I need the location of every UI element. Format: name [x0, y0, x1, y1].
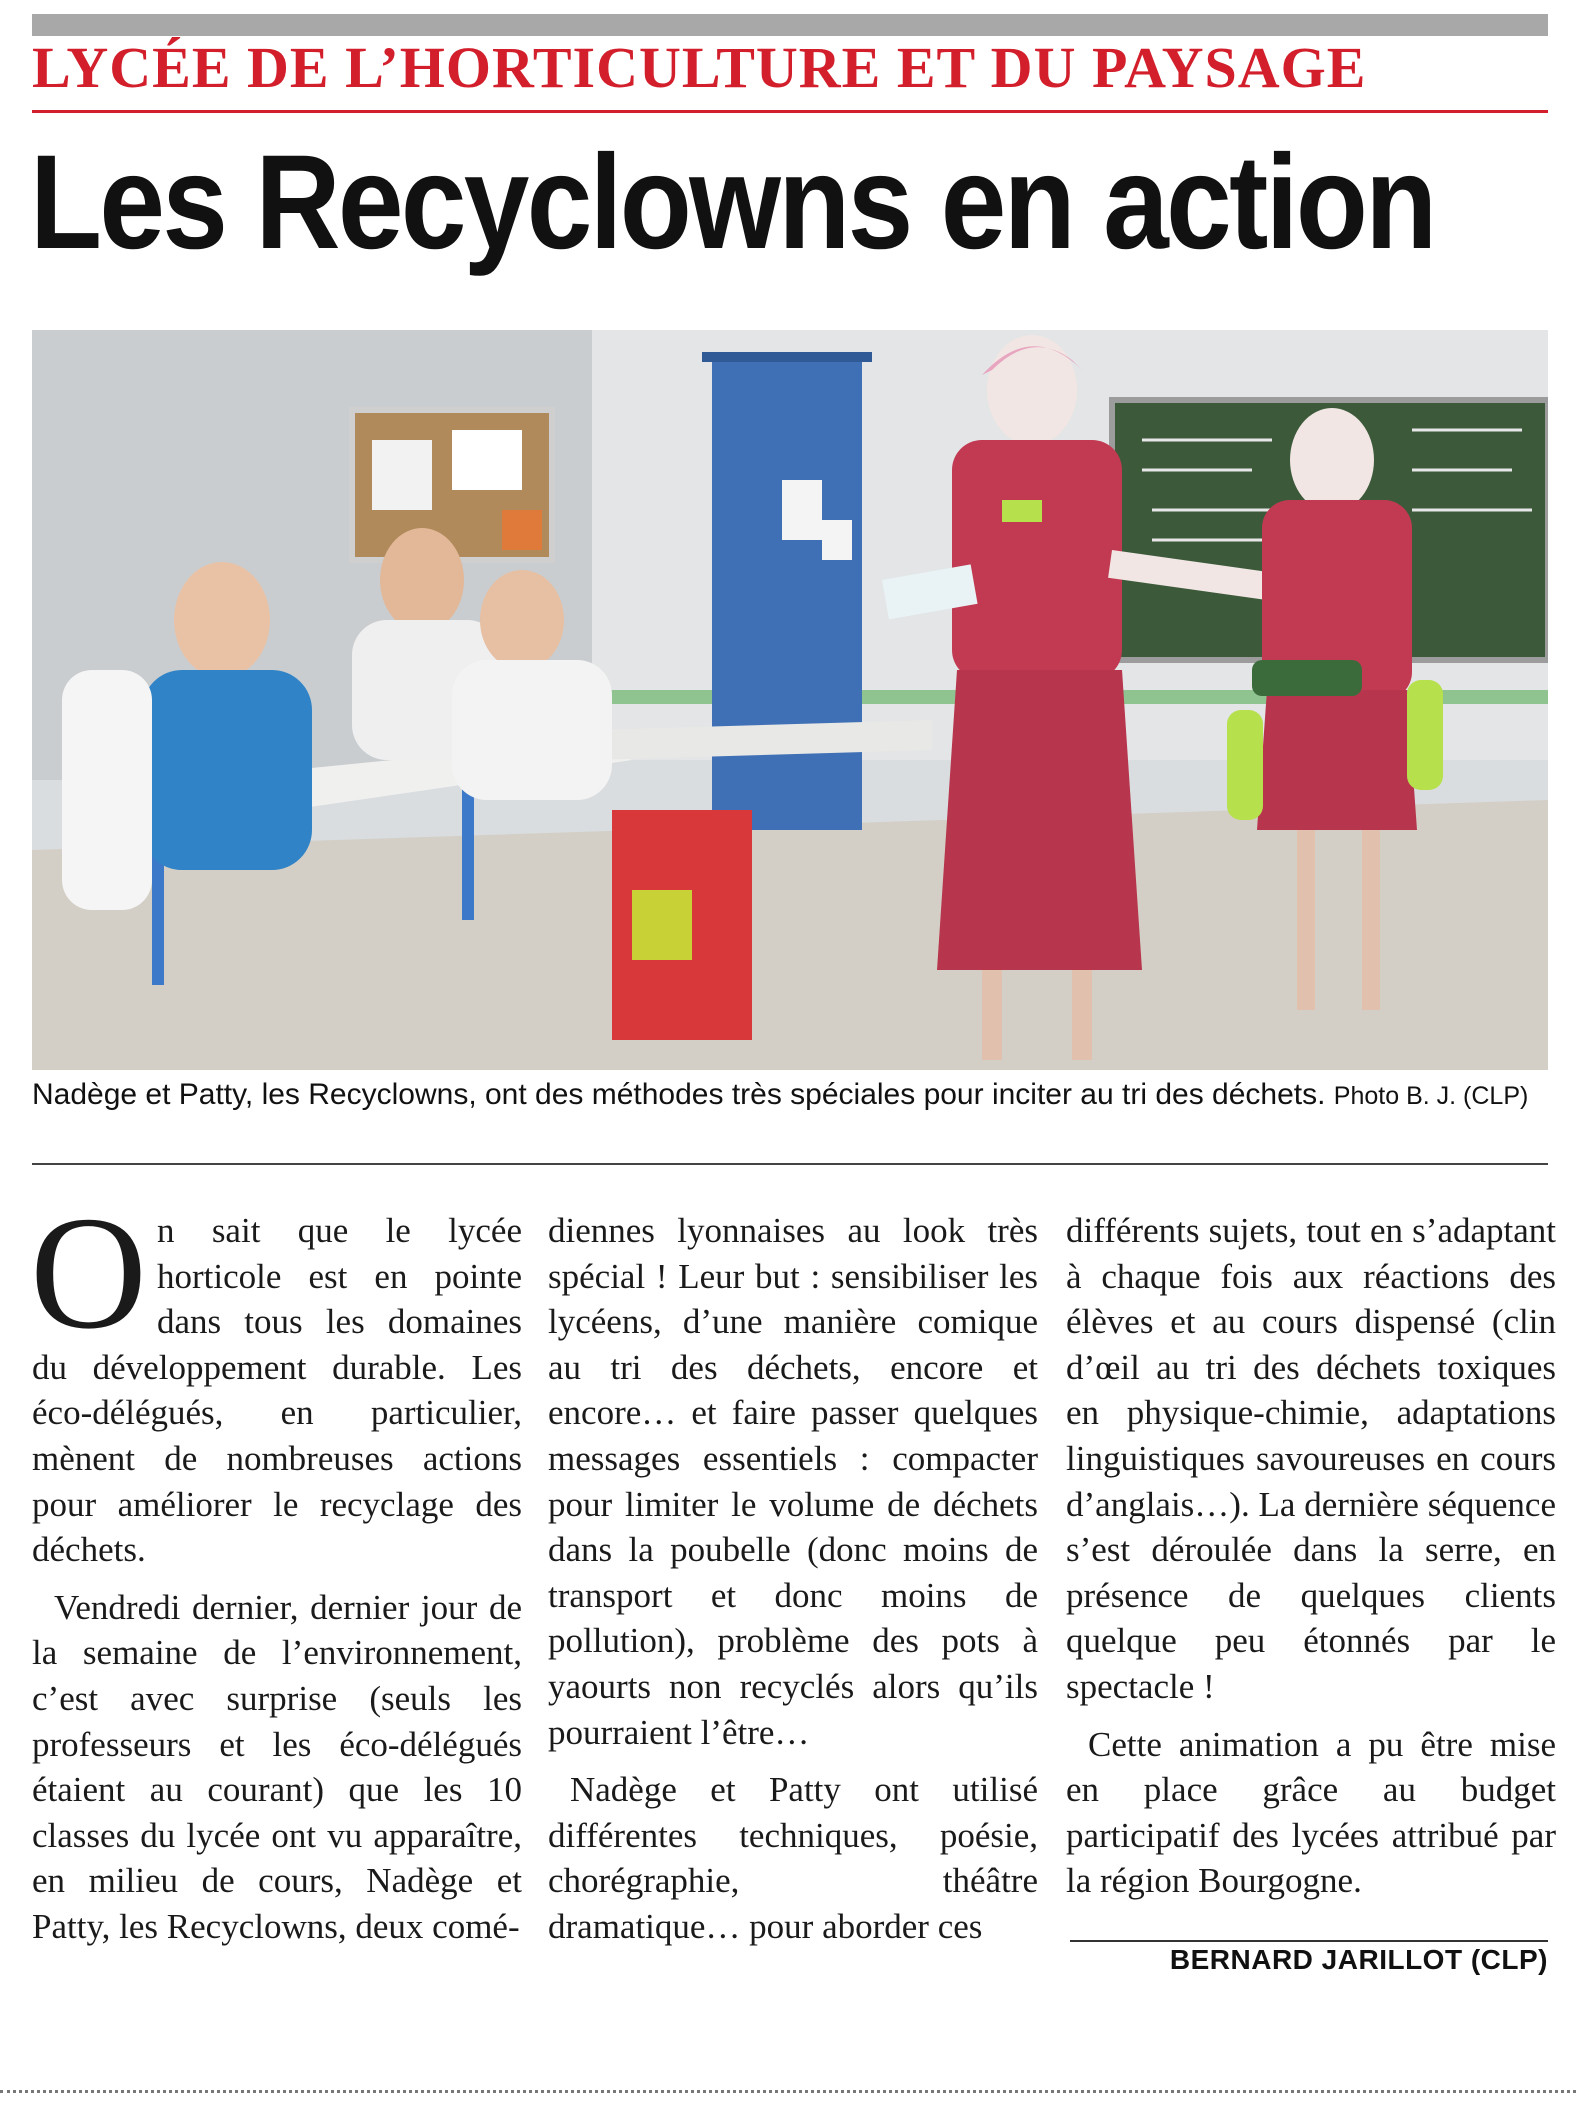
article-photo [32, 330, 1548, 1070]
article-paragraph: diennes lyonnaises au look très spécial ! Leur but : sensibiliser les lycéens, d’une manière comique au tri des déchets, encore et encore… et faire passer quelques messages essentiels : compacter pour limiter le volume de déchets dans la poubelle (donc moins de transport et donc moins de pollution), problème des pots à yaourts non recyclés alors qu’ils pourraient l’être… [548, 1211, 1038, 1752]
section-kicker: LYCÉE DE L’HORTICULTURE ET DU PAYSAGE [32, 35, 1367, 100]
article-column-2 [548, 1208, 1038, 1950]
article-column-1 [30, 1184, 522, 1950]
photo-caption [32, 1076, 1548, 1115]
article-paragraph [30, 1184, 522, 1573]
byline-rule [1070, 1940, 1548, 1942]
article-headline: Les Recyclowns en action [30, 128, 1435, 277]
article-paragraph: différents sujets, tout en s’adaptant à chaque fois aux réactions des élèves et au cours dispensé (clin d’œil au tri des déchets toxiques en physique-chimie, adaptations linguistiques savoureuses en cours d’anglais…). La dernière séquence s’est déroulée dans la serre, en présence de quelques clients quelque peu étonnés par le spectacle ! [1066, 1211, 1556, 1706]
classroom-photo-illustration [32, 330, 1548, 1070]
caption-divider [32, 1163, 1548, 1165]
top-gray-bar [32, 14, 1548, 36]
article-paragraph: Nadège et Patty ont utilisé différentes techniques, poésie, chorégraphie, théâtre dramatique… pour aborder ces [548, 1770, 1038, 1946]
article-paragraph: Vendredi dernier, dernier jour de la semaine de l’environnement, c’est avec surprise (seuls les professeurs et les éco-délégués étaient au courant) que les 10 classes du lycée ont vu apparaître, en milieu de cours, Nadège et Patty, les Recyclowns, deux comé- [32, 1587, 522, 1946]
paragraph-text: n sait que le lycée horticole est en pointe dans tous les domaines du développement durable. Les éco-délégués, en particulier, mènent de nombreuses actions pour améliorer le recyclage des déchets. [32, 1211, 522, 1570]
article-paragraph: Cette animation a pu être mise en place grâce au budget participatif des lycées attribué par la région Bourgogne. [1066, 1724, 1556, 1901]
caption-text: Nadège et Patty, les Recyclowns, ont des méthodes très spéciales pour inciter au tri des déchets. [32, 1078, 1326, 1111]
kicker-underline [32, 110, 1548, 113]
article-byline: BERNARD JARILLOT (CLP) [1169, 1944, 1548, 1975]
page-bottom-dotted-rule [0, 2090, 1576, 2093]
drop-cap: O [30, 1184, 147, 1363]
photo-credit: Photo B. J. (CLP) [1333, 1082, 1529, 1110]
article-column-3 [1066, 1208, 1556, 1904]
